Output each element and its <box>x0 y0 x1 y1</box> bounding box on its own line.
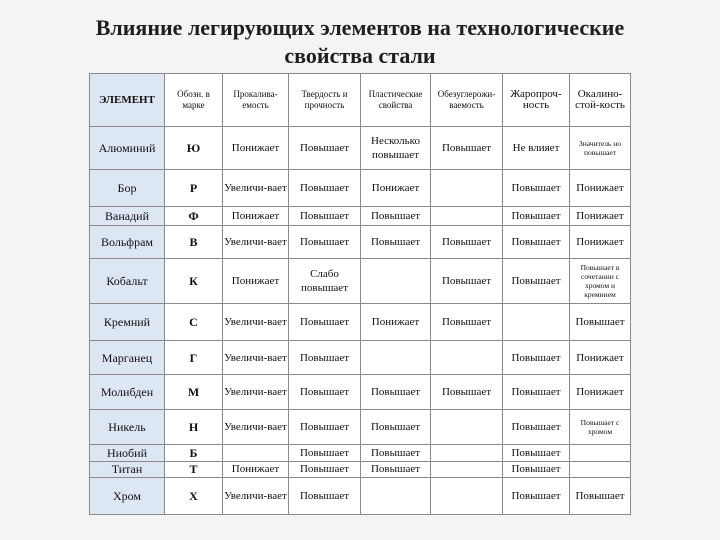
cell-plasticity <box>361 477 431 514</box>
cell-heat-resistance <box>503 303 570 340</box>
cell-machinability <box>431 410 503 445</box>
cell-element: Ниобий <box>90 445 165 461</box>
cell-machinability <box>431 461 503 477</box>
table-row <box>90 340 631 375</box>
header-machinability: Обезуглерожи-ваемость <box>431 74 503 127</box>
cell-code: Х <box>165 477 223 514</box>
cell-hardness: Повышает <box>289 340 361 375</box>
cell-scale-resistance: Понижает <box>570 207 631 225</box>
cell-scale-resistance: Понижает <box>570 225 631 258</box>
cell-heat-resistance: Повышает <box>503 225 570 258</box>
cell-machinability: Повышает <box>431 258 503 303</box>
cell-scale-resistance: Повышает в сочетании с хромом и кремнием <box>570 258 631 303</box>
cell-heat-resistance: Повышает <box>503 340 570 375</box>
cell-element: Алюминий <box>90 127 165 170</box>
cell-code: Р <box>165 170 223 207</box>
header-hardenability: Прокалива-емость <box>223 74 289 127</box>
table-row <box>90 477 631 514</box>
header-heat-resistance: Жаропроч-ность <box>503 74 570 127</box>
cell-plasticity: Понижает <box>361 303 431 340</box>
table-row <box>90 375 631 410</box>
cell-hardness: Повышает <box>289 477 361 514</box>
cell-element: Вольфрам <box>90 225 165 258</box>
cell-plasticity: Понижает <box>361 170 431 207</box>
cell-element: Титан <box>90 461 165 477</box>
cell-hardenability: Увеличи-вает <box>223 340 289 375</box>
header-scale-resistance: Окалино-стой-кость <box>570 74 631 127</box>
header-hardness: Твердость и прочность <box>289 74 361 127</box>
page-title-line1: Влияние легирующих элементов на технологические <box>95 15 625 40</box>
cell-code: Ф <box>165 207 223 225</box>
cell-code: К <box>165 258 223 303</box>
cell-hardenability: Увеличи-вает <box>223 225 289 258</box>
cell-scale-resistance: Повышает <box>570 303 631 340</box>
cell-hardness: Повышает <box>289 127 361 170</box>
cell-scale-resistance: Повышает <box>570 477 631 514</box>
cell-machinability <box>431 207 503 225</box>
cell-hardness: Повышает <box>289 207 361 225</box>
cell-element: Ванадий <box>90 207 165 225</box>
cell-code: Н <box>165 410 223 445</box>
cell-scale-resistance: Понижает <box>570 375 631 410</box>
cell-heat-resistance: Не влияет <box>503 127 570 170</box>
cell-plasticity: Повышает <box>361 207 431 225</box>
cell-plasticity: Повышает <box>361 225 431 258</box>
table-row <box>90 225 631 258</box>
cell-hardenability <box>223 445 289 461</box>
cell-hardenability: Увеличи-вает <box>223 375 289 410</box>
cell-scale-resistance: Значитель но повышает <box>570 127 631 170</box>
cell-element: Хром <box>90 477 165 514</box>
table-row <box>90 127 631 170</box>
cell-code: Б <box>165 445 223 461</box>
cell-scale-resistance: Повышает с хромом <box>570 410 631 445</box>
cell-hardness: Слабо повышает <box>289 258 361 303</box>
cell-hardness: Повышает <box>289 375 361 410</box>
cell-heat-resistance: Повышает <box>503 477 570 514</box>
cell-code: Т <box>165 461 223 477</box>
cell-hardness: Повышает <box>289 410 361 445</box>
cell-hardenability: Увеличи-вает <box>223 303 289 340</box>
cell-hardness: Повышает <box>289 461 361 477</box>
header-element: ЭЛЕМЕНТ <box>90 74 165 127</box>
table-row <box>90 303 631 340</box>
cell-heat-resistance: Повышает <box>503 410 570 445</box>
cell-scale-resistance: Понижает <box>570 170 631 207</box>
cell-heat-resistance: Повышает <box>503 170 570 207</box>
cell-hardness: Повышает <box>289 303 361 340</box>
cell-plasticity: Повышает <box>361 410 431 445</box>
cell-hardenability: Понижает <box>223 127 289 170</box>
properties-table <box>89 73 630 515</box>
cell-hardenability: Понижает <box>223 258 289 303</box>
cell-scale-resistance <box>570 445 631 461</box>
header-plasticity: Пластические свойства <box>361 74 431 127</box>
cell-machinability <box>431 477 503 514</box>
cell-scale-resistance: Понижает <box>570 340 631 375</box>
cell-plasticity: Повышает <box>361 461 431 477</box>
table-row <box>90 207 631 225</box>
header-row <box>90 74 631 127</box>
cell-machinability: Повышает <box>431 303 503 340</box>
page-title <box>0 14 720 70</box>
cell-code: Г <box>165 340 223 375</box>
cell-heat-resistance: Повышает <box>503 258 570 303</box>
cell-hardness: Повышает <box>289 225 361 258</box>
table-row <box>90 410 631 445</box>
table-row <box>90 170 631 207</box>
cell-heat-resistance: Повышает <box>503 445 570 461</box>
cell-heat-resistance: Повышает <box>503 461 570 477</box>
cell-element: Кобальт <box>90 258 165 303</box>
cell-scale-resistance <box>570 461 631 477</box>
cell-hardenability: Понижает <box>223 207 289 225</box>
cell-code: В <box>165 225 223 258</box>
cell-machinability: Повышает <box>431 225 503 258</box>
cell-hardenability: Увеличи-вает <box>223 410 289 445</box>
cell-heat-resistance: Повышает <box>503 375 570 410</box>
cell-machinability <box>431 170 503 207</box>
table-row <box>90 461 631 477</box>
cell-machinability <box>431 340 503 375</box>
cell-heat-resistance: Повышает <box>503 207 570 225</box>
cell-hardenability: Увеличи-вает <box>223 477 289 514</box>
cell-element: Марганец <box>90 340 165 375</box>
cell-code: М <box>165 375 223 410</box>
header-code: Обозн. в марке <box>165 74 223 127</box>
cell-hardness: Повышает <box>289 445 361 461</box>
page-title-line2: свойства стали <box>284 43 436 68</box>
cell-plasticity: Повышает <box>361 375 431 410</box>
cell-machinability: Повышает <box>431 375 503 410</box>
cell-hardenability: Увеличи-вает <box>223 170 289 207</box>
cell-plasticity <box>361 340 431 375</box>
cell-machinability <box>431 445 503 461</box>
table-row <box>90 258 631 303</box>
cell-element: Бор <box>90 170 165 207</box>
cell-code: Ю <box>165 127 223 170</box>
table-row <box>90 445 631 461</box>
cell-element: Кремний <box>90 303 165 340</box>
cell-plasticity <box>361 258 431 303</box>
cell-element: Молибден <box>90 375 165 410</box>
cell-plasticity: Повышает <box>361 445 431 461</box>
cell-element: Никель <box>90 410 165 445</box>
cell-code: С <box>165 303 223 340</box>
cell-hardness: Повышает <box>289 170 361 207</box>
cell-hardenability: Понижает <box>223 461 289 477</box>
cell-plasticity: Несколько повышает <box>361 127 431 170</box>
cell-machinability: Повышает <box>431 127 503 170</box>
